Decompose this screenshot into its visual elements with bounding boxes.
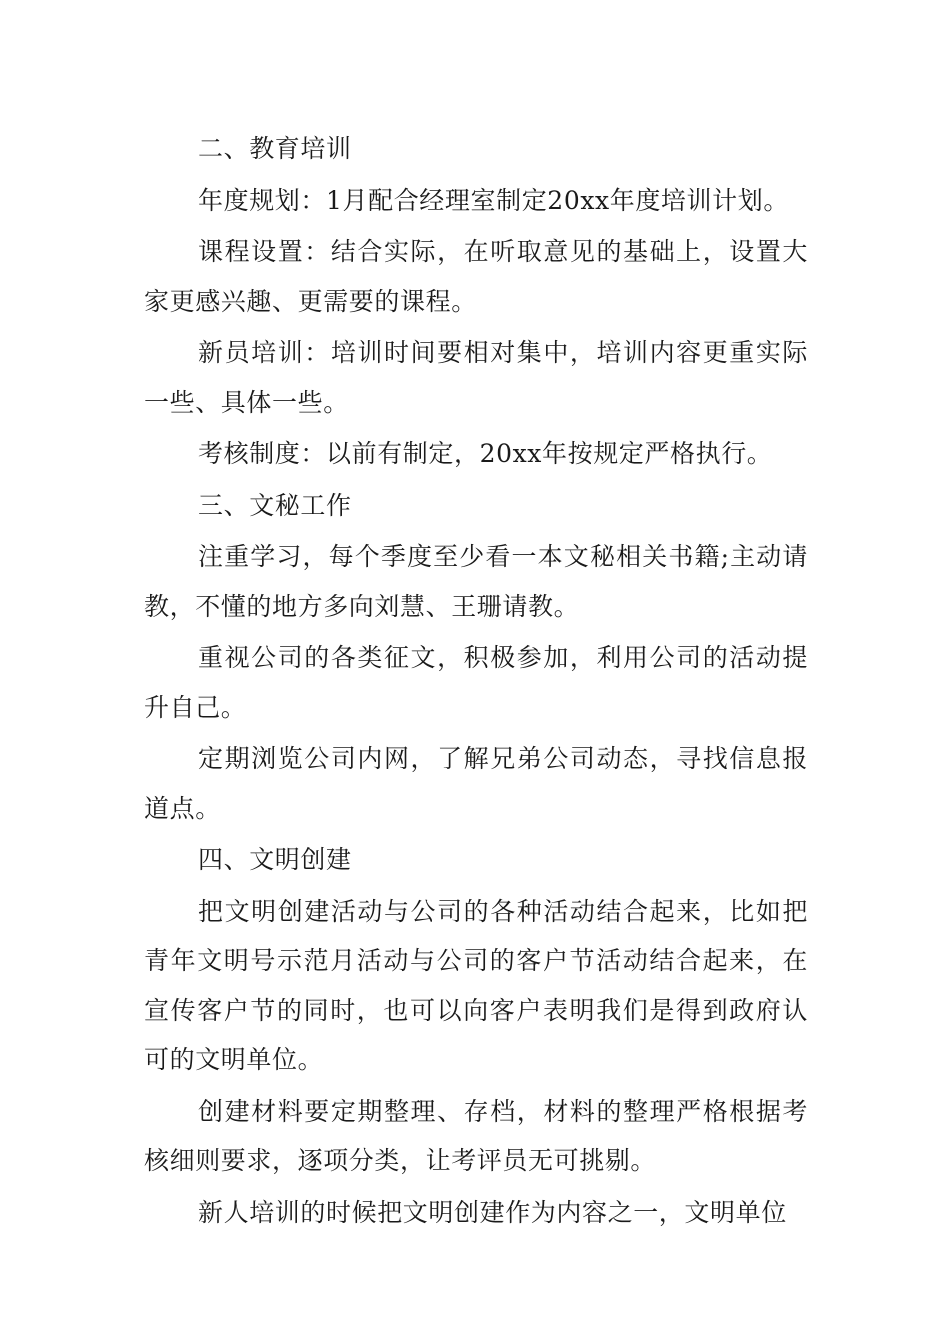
document-body [144,124,808,1239]
section-heading-education-training: 二、教育培训 [198,134,352,163]
paragraph-new-staff-training: 新员培训：培训时间要相对集中，培训内容更重实际一些、具体一些。 [144,338,808,417]
paragraph-annual-plan: 年度规划：1月配合经理室制定20xx年度培训计划。 [198,185,789,215]
paragraph-browse-intranet: 定期浏览公司内网，了解兄弟公司动态，寻找信息报道点。 [144,744,808,823]
paragraph-assessment-system: 考核制度：以前有制定，20xx年按规定严格执行。 [198,439,773,468]
paragraph-essay-contests: 重视公司的各类征文，积极参加，利用公司的活动提升自己。 [144,643,808,722]
section-heading-civilization-building: 四、文明创建 [198,845,352,874]
paragraph-organize-materials: 创建材料要定期整理、存档，材料的整理严格根据考核细则要求，逐项分类，让考评员无可挑剔。 [144,1096,808,1175]
section-heading-secretarial-work: 三、文秘工作 [198,490,352,520]
paragraph-new-hire-training: 新人培训的时候把文明创建作为内容之一，文明单位 [198,1197,787,1227]
paragraph-combine-activities: 把文明创建活动与公司的各种活动结合起来，比如把青年文明号示范月活动与公司的客户节活动结合起来，在宣传客户节的同时，也可以向客户表明我们是得到政府认可的文明单位。 [144,896,808,1074]
paragraph-course-setting: 课程设置：结合实际，在听取意见的基础上，设置大家更感兴趣、更需要的课程。 [144,237,808,316]
paragraph-focus-learning: 注重学习，每个季度至少看一本文秘相关书籍;主动请教，不懂的地方多向刘慧、王珊请教。 [144,542,808,621]
